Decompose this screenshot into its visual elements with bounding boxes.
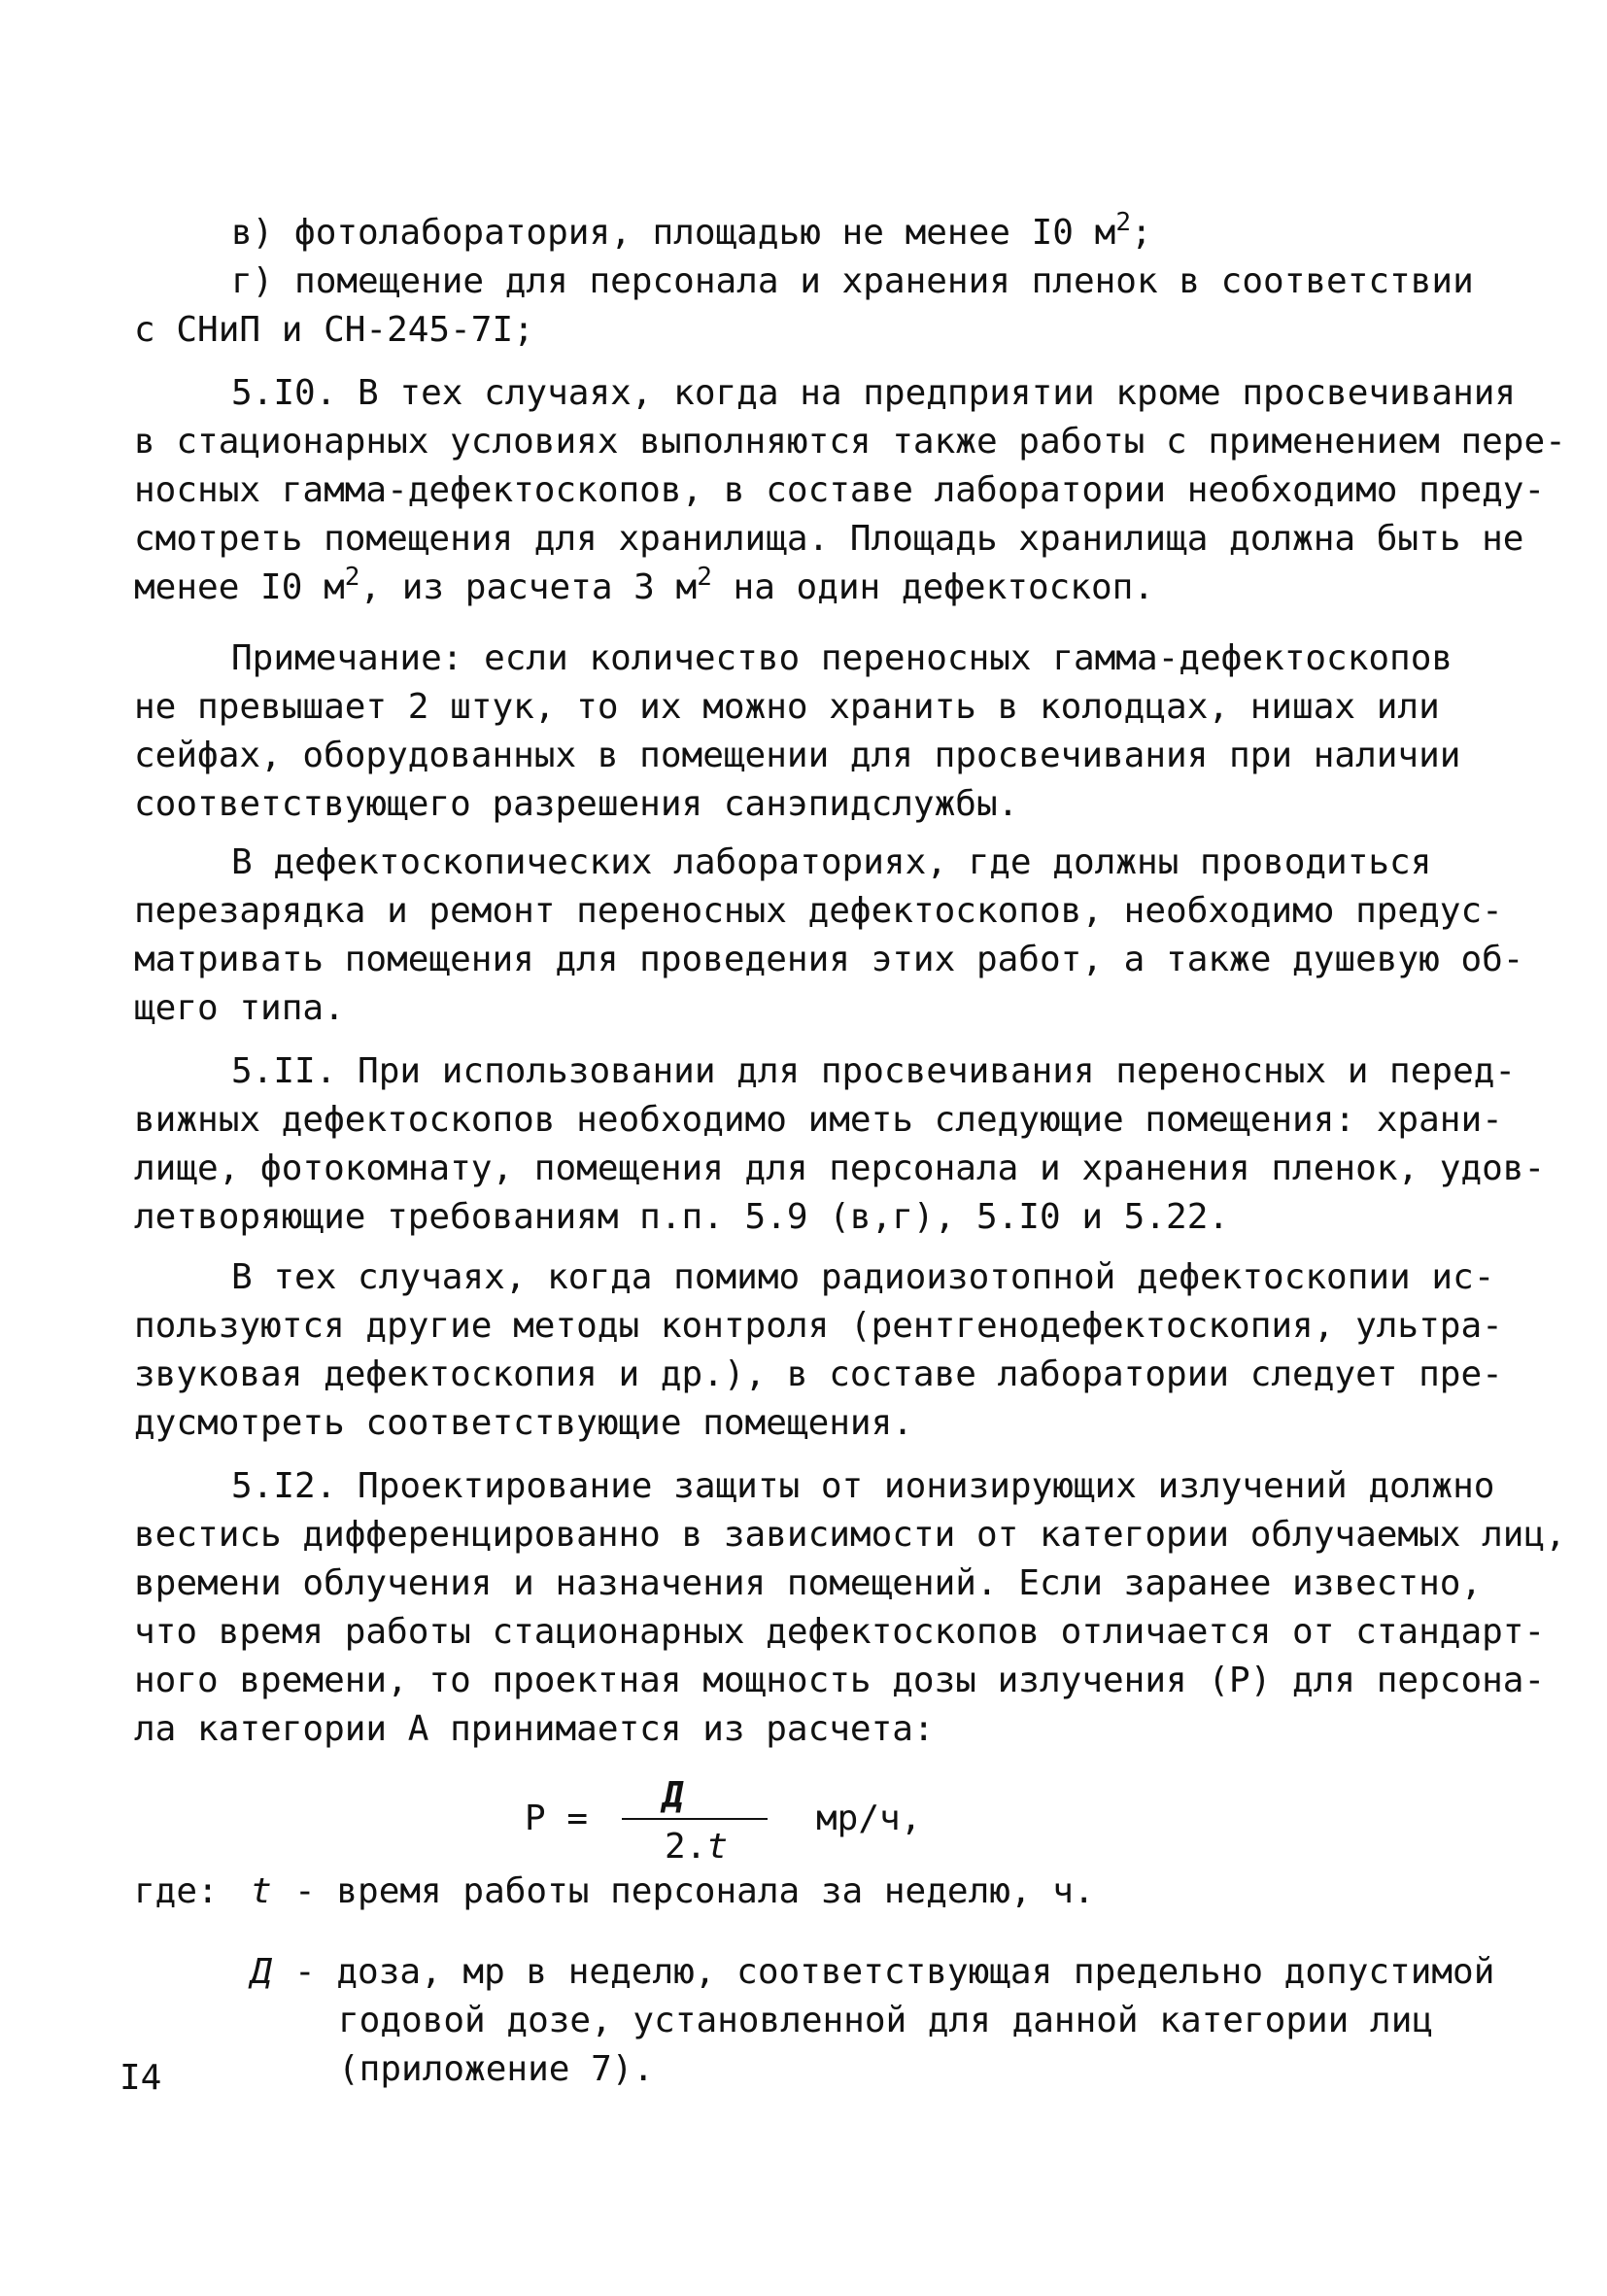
paragraph-line: щего типа. xyxy=(134,988,345,1028)
paragraph-line: вестись дифференцированно в зависимости от категории облучаемых лиц, xyxy=(134,1515,1566,1555)
paragraph-line: ного времени, то проектная мощность дозы излучения (Р) для персона- xyxy=(134,1661,1546,1700)
paragraph-line: дусмотреть соответствующие помещения. xyxy=(134,1403,913,1443)
formula-denominator: 2.t xyxy=(665,1827,729,1867)
note-paragraph xyxy=(134,634,1494,829)
definition-line: годовой дозе, установленной для данной категории лиц xyxy=(338,2001,1434,2040)
paragraph-line: не превышает 2 штук, то их можно хранить в колодцах, нишах или xyxy=(134,687,1440,727)
item-g-line-2: с СНиП и СН-245-7I; xyxy=(134,310,534,350)
paragraph-line: 5.II. При использовании для просвечивания переносных и перед- xyxy=(231,1051,1517,1091)
t-symbol: t xyxy=(251,1871,272,1911)
formula-lhs: Р = xyxy=(525,1799,589,1838)
paragraph-line: Примечание: если количество переносных гамма-дефектоскопов xyxy=(231,638,1453,678)
paragraph-line: сейфах, оборудованных в помещении для просвечивания при наличии xyxy=(134,736,1461,775)
paragraph-line: пользуются другие методы контроля (рентгенодефектоскопия, ультра- xyxy=(134,1306,1503,1346)
paragraph-line: перезарядка и ремонт переносных дефектоскопов, необходимо предус- xyxy=(134,891,1503,931)
formula-unit: мр/ч, xyxy=(816,1799,922,1838)
section-5-11 xyxy=(134,1047,1546,1242)
definition-line: (приложение 7). xyxy=(338,2049,655,2089)
section-5-9-items xyxy=(134,209,1494,355)
paragraph-line: В тех случаях, когда помимо радиоизотопной дефектоскопии ис- xyxy=(231,1257,1495,1297)
paragraph-line: времени облучения и назначения помещений. Если заранее известно, xyxy=(134,1563,1483,1603)
definition-line: - доза, мр в неделю, соответствующая предельно допустимой xyxy=(294,1952,1495,1992)
paragraph-line: 5.I0. В тех случаях, когда на предприятии кроме просвечивания xyxy=(231,373,1517,413)
paragraph-line: что время работы стационарных дефектоскопов отличается от стандарт- xyxy=(134,1612,1546,1652)
paragraph-line: звуковая дефектоскопия и др.), в составе лаборатории следует пре- xyxy=(134,1354,1503,1394)
paragraph-line: лище, фотокомнату, помещения для персонала и хранения пленок, удов- xyxy=(134,1148,1546,1188)
defect-labs-paragraph xyxy=(134,839,1524,1033)
paragraph-line: в стационарных условиях выполняются также работы с применением пере- xyxy=(134,422,1566,462)
paragraph-line: матривать помещения для проведения этих работ, а также душевую об- xyxy=(134,940,1524,979)
formula-numerator: Д xyxy=(663,1776,684,1816)
paragraph-line: 5.I2. Проектирование защиты от ионизирующих излучений должно xyxy=(231,1466,1495,1506)
fraction-bar xyxy=(622,1818,768,1820)
where-label: где: xyxy=(134,1871,219,1911)
section-5-12 xyxy=(134,1462,1566,1754)
paragraph-line: вижных дефектоскопов необходимо иметь следующие помещения: храни- xyxy=(134,1100,1503,1140)
t-definition: - время работы персонала за неделю, ч. xyxy=(294,1871,1095,1911)
item-v: в) фотолаборатория, площадью не менее I0 $м^2$; xyxy=(231,208,1152,253)
d-symbol: Д xyxy=(251,1952,272,1992)
paragraph-line: смотреть помещения для хранилища. Площадь хранилища должна быть не xyxy=(134,519,1524,559)
paragraph-line: ла категории А принимается из расчета: xyxy=(134,1709,935,1749)
paragraph-line: В дефектоскопических лабораториях, где должны проводиться xyxy=(231,842,1432,882)
section-5-10 xyxy=(134,369,1566,612)
paragraph-line-last: менее I0 $м^2$, из расчета 3 $м^2$ на один дефектоскоп. xyxy=(134,563,1154,607)
paragraph-line: соответствующего разрешения санэпидслужбы. xyxy=(134,784,1019,824)
paragraph-line: носных гамма-дефектоскопов, в составе лаборатории необходимо преду- xyxy=(134,470,1546,510)
page-number: I4 xyxy=(120,2058,162,2098)
d-definition xyxy=(294,1948,1494,2094)
item-g-line-1: г) помещение для персонала и хранения пленок в соответствии xyxy=(231,261,1474,301)
paragraph-line: летворяющие требованиям п.п. 5.9 (в,г), 5.I0 и 5.22. xyxy=(134,1197,1230,1237)
other-methods-paragraph xyxy=(134,1253,1503,1448)
